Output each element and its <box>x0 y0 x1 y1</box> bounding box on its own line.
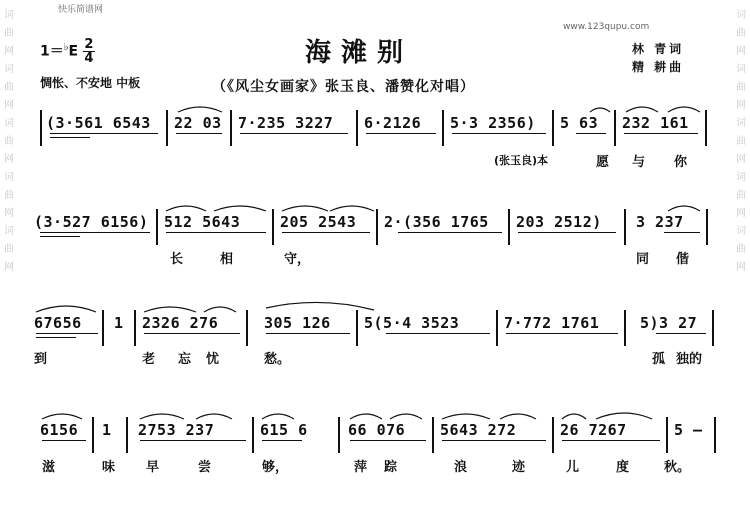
measure: 5643 272 <box>440 421 517 439</box>
lyric: 同 <box>636 252 650 267</box>
measure: 6·2126 <box>364 114 422 132</box>
measure: 66 076 <box>348 421 406 439</box>
measure: 1 <box>102 421 112 439</box>
watermark-char: 词 <box>736 64 746 75</box>
measure: 2753 237 <box>138 421 215 439</box>
key-note: E <box>68 43 79 60</box>
lyricist-credit: 林 青词 <box>632 42 685 56</box>
lyric: 孤 <box>652 352 666 367</box>
lyric: 愿 <box>596 155 610 170</box>
flat-sign: ♭ <box>63 41 69 53</box>
lyric: 早 <box>146 460 160 475</box>
measure: 512 5643 <box>164 213 241 231</box>
measure: 26 7267 <box>560 421 627 439</box>
lyric: 愁。 <box>264 352 291 367</box>
measure: 3 237 <box>636 213 684 231</box>
watermark-char: 词 <box>736 172 746 183</box>
measure: 5)3 27 <box>640 314 698 332</box>
lyric: 忘 <box>178 352 192 367</box>
watermark-char: 曲 <box>736 136 746 147</box>
measure: (3·527 6156) <box>34 213 149 231</box>
watermark-char: 曲 <box>4 82 14 93</box>
measure: 615 6 <box>260 421 308 439</box>
watermark-char: 曲 <box>4 244 14 255</box>
lyric: 与 <box>632 155 646 170</box>
measure: 1 <box>114 314 124 332</box>
measure: 203 2512) <box>516 213 602 231</box>
time-bottom: 4 <box>84 51 94 66</box>
site-name-watermark: 快乐简谱网 <box>58 5 104 15</box>
subtitle: （《风尘女画家》张玉良、潘赞化对唱） <box>212 79 475 95</box>
lyric: 偕 <box>676 252 690 267</box>
measure: 7·235 3227 <box>238 114 334 132</box>
lyric: (张玉良)本 <box>494 154 549 167</box>
lyric: 踪 <box>384 460 398 475</box>
watermark-char: 词 <box>4 226 14 237</box>
watermark-char: 词 <box>736 10 746 21</box>
measure: 5(5·4 3523 <box>364 314 460 332</box>
watermark-char: 曲 <box>736 244 746 255</box>
lyric: 够， <box>262 460 289 475</box>
watermark-char: 词 <box>4 64 14 75</box>
lyric: 迹 <box>512 460 526 475</box>
lyric: 你 <box>674 155 688 170</box>
watermark-char: 曲 <box>4 190 14 201</box>
lyric: 独的 <box>676 352 703 367</box>
measure: 2326 276 <box>142 314 219 332</box>
measure: 305 126 <box>264 314 331 332</box>
lyric: 秋。 <box>664 460 691 475</box>
measure: 205 2543 <box>280 213 357 231</box>
measure: 6156 <box>40 421 79 439</box>
lyric: 守， <box>284 252 311 267</box>
watermark-char: 网 <box>736 262 746 273</box>
lyric: 长 <box>170 252 184 267</box>
lyric: 尝 <box>198 460 212 475</box>
watermark-char: 网 <box>736 208 746 219</box>
lyric: 度 <box>616 460 630 475</box>
lyric: 萍 <box>354 460 368 475</box>
watermark-char: 曲 <box>736 82 746 93</box>
watermark-char: 曲 <box>736 28 746 39</box>
song-title: 海滩别 <box>305 38 414 68</box>
watermark-char: 网 <box>4 262 14 273</box>
watermark-char: 词 <box>736 118 746 129</box>
lyric: 滋 <box>42 460 56 475</box>
watermark-char: 曲 <box>4 28 14 39</box>
lyric: 儿 <box>566 460 580 475</box>
watermark-char: 网 <box>4 100 14 111</box>
lyric: 相 <box>220 252 234 267</box>
watermark-char: 词 <box>4 10 14 21</box>
measure: 5 63 <box>560 114 599 132</box>
measure: 67656 <box>34 314 82 332</box>
lyric: 到 <box>34 352 48 367</box>
time-top: 2 <box>84 37 94 52</box>
watermark-char: 网 <box>736 154 746 165</box>
key-prefix: 1＝ <box>40 43 64 60</box>
tempo-marking: 惆怅、不安地 中板 <box>40 76 141 90</box>
watermark-char: 曲 <box>4 136 14 147</box>
measure: 5 – <box>674 421 703 439</box>
lyric: 浪 <box>454 460 468 475</box>
watermark-char: 网 <box>4 208 14 219</box>
watermark-char: 曲 <box>736 190 746 201</box>
measure: 7·772 1761 <box>504 314 600 332</box>
site-url: www.123qupu.com <box>563 22 650 32</box>
lyric: 忧 <box>206 352 220 367</box>
measure: 5·3 2356) <box>450 114 536 132</box>
measure: 2·(356 1765 <box>384 213 489 231</box>
measure: (3·561 6543 <box>46 114 151 132</box>
watermark-char: 网 <box>736 46 746 57</box>
watermark-char: 网 <box>4 154 14 165</box>
lyric: 味 <box>102 460 116 475</box>
watermark-char: 词 <box>4 118 14 129</box>
watermark-char: 网 <box>4 46 14 57</box>
lyric: 老 <box>142 352 156 367</box>
watermark-char: 网 <box>736 100 746 111</box>
measure: 232 161 <box>622 114 689 132</box>
watermark-char: 词 <box>4 172 14 183</box>
measure: 22 03 <box>174 114 222 132</box>
composer-credit: 精 耕曲 <box>632 60 685 74</box>
watermark-char: 词 <box>736 226 746 237</box>
